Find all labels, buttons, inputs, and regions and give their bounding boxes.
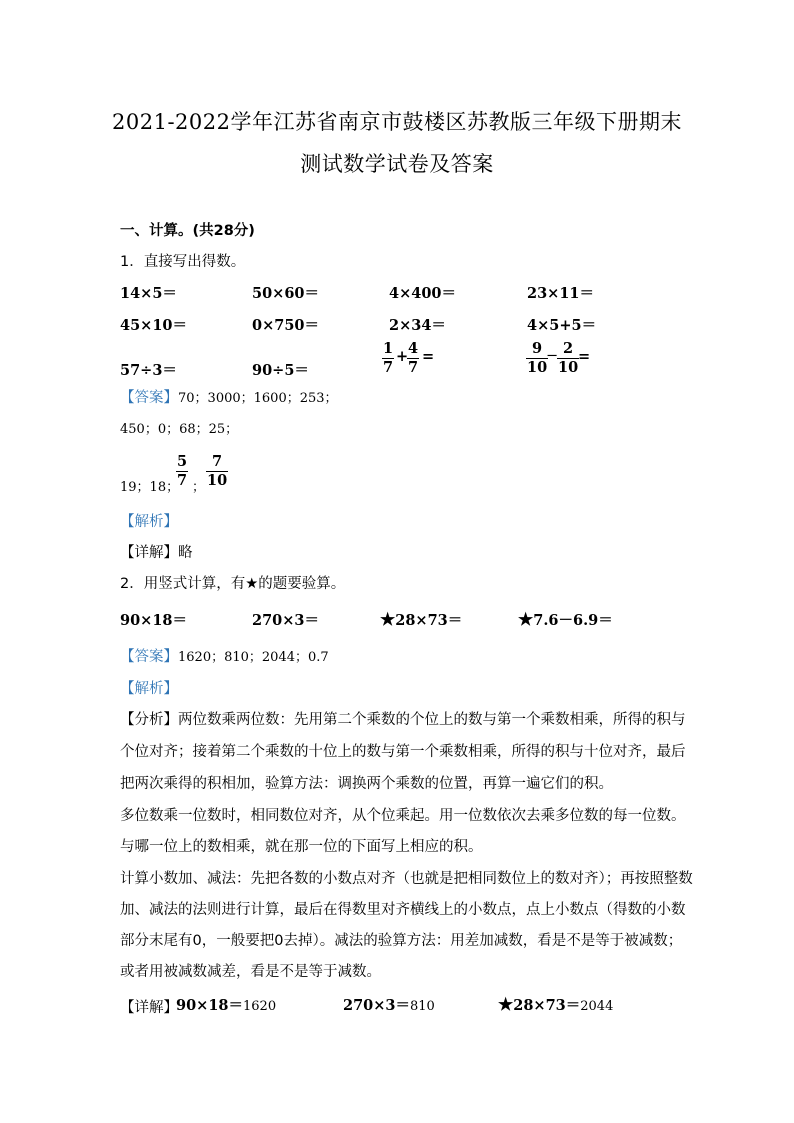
star-icon: ★ <box>498 995 514 1015</box>
q1-item: 4×5+5＝ <box>527 317 597 334</box>
fenxi-line: 【分析】两位数乘两位数：先用第二个乘数的个位上的数与第一个乘数相乘，所得的积与 <box>120 712 686 728</box>
star-icon: ★ <box>518 610 534 630</box>
detail-result: 1620 <box>243 999 277 1014</box>
q1-answer <box>120 386 338 407</box>
detail-result: 810 <box>410 999 435 1014</box>
q1-item: 57÷3＝ <box>120 362 177 379</box>
answer-separator: ； <box>192 480 206 495</box>
answer-tag: 【答案】 <box>120 649 178 665</box>
q1-item: 90÷5＝ <box>252 362 309 379</box>
detail-item: 90×18＝1620 <box>176 997 277 1014</box>
plus-operator: + <box>396 348 409 365</box>
detail-text: 略 <box>178 545 193 561</box>
fenxi-line: 加、减法的法则进行计算，最后在得数里对齐横线上的小数点，点上小数点（得数的小数 <box>120 902 686 918</box>
question-1-prompt: 1．直接写出得数。 <box>120 254 246 270</box>
q1-detail <box>120 541 193 562</box>
fenxi-line: 多位数乘一位数时，相同数位对齐，从个位乘起。用一位数依次去乘多位数的每一位数。 <box>120 808 686 824</box>
detail-item: ★28×73＝2044 <box>498 995 614 1015</box>
fenxi-line: 个位对齐；接着第二个乘数的十位上的数与第一个乘数相乘，所得的积与十位对齐，最后 <box>120 744 686 760</box>
q1-item: 50×60＝ <box>252 285 320 302</box>
answer-tag: 【答案】 <box>120 390 178 406</box>
fraction: $\frac{2}{10}$ <box>558 340 579 376</box>
answer-fraction: $\frac{5}{7}$ <box>177 453 188 489</box>
q2-item: 90×18＝ <box>120 612 188 629</box>
fenxi-line: 与哪一位上的数相乘，就在那一位的下面写上相应的积。 <box>120 839 483 855</box>
fenxi-line: 部分末尾有0，一般要把0去掉）。减法的验算方法：用差加减数，看是不是等于被减数； <box>120 933 683 949</box>
question-2-prompt: 2．用竖式计算，有★的题要验算。 <box>120 576 346 592</box>
detail-tag: 【详解】 <box>120 545 178 561</box>
q1-item: 2×34＝ <box>389 317 446 334</box>
minus-operator: − <box>546 348 559 364</box>
fenxi-line: 把两次乘得的积相加，验算方法：调换两个乘数的位置，再算一遍它们的积。 <box>120 776 613 792</box>
q1-item: 14×5＝ <box>120 285 177 302</box>
q2-item-starred: ★28×73＝ <box>380 610 463 630</box>
q1-item: 45×10＝ <box>120 317 188 334</box>
equals-sign: = <box>578 348 591 365</box>
fraction: $\frac{4}{7}$ <box>408 340 419 376</box>
fenxi-line: 计算小数加、减法：先把各数的小数点对齐（也就是把相同数位上的数对齐）；再按照整数 <box>120 871 693 887</box>
detail-result: 2044 <box>580 999 614 1014</box>
analysis-tag: 【解析】 <box>120 514 178 530</box>
q2-item-starred: ★7.6－6.9＝ <box>518 610 613 630</box>
equals-sign: = <box>422 348 435 365</box>
fenxi-line: 或者用被减数减差，看是不是等于减数。 <box>120 964 381 980</box>
fraction: $\frac{9}{10}$ <box>527 340 548 376</box>
detail-tag: 【详解】 <box>120 1000 178 1016</box>
q1-item: 0×750＝ <box>252 317 320 334</box>
q1-answer-line2: 450；0；68；25； <box>120 422 239 437</box>
q2-item: 270×3＝ <box>252 612 320 629</box>
q2-answer <box>120 645 329 666</box>
q1-answer-line3: 19；18； <box>120 480 180 495</box>
analysis-tag: 【解析】 <box>120 681 178 697</box>
q1-item: 23×11＝ <box>527 285 595 302</box>
answer-text: 1620；810；2044；0.7 <box>178 650 329 665</box>
document-title-line2: 测试数学试卷及答案 <box>300 152 494 176</box>
answer-fraction: $\frac{7}{10}$ <box>207 453 228 489</box>
section-heading: 一、计算。(共28分) <box>120 223 255 239</box>
answer-text: 70；3000；1600；253； <box>178 391 338 406</box>
q1-item: 4×400＝ <box>389 285 457 302</box>
fraction: $\frac{1}{7}$ <box>383 340 394 376</box>
fenxi-tag: 【分析】 <box>120 712 178 728</box>
detail-item: 270×3＝810 <box>343 997 435 1014</box>
document-title-line1: 2021-2022学年江苏省南京市鼓楼区苏教版三年级下册期末 <box>112 110 682 134</box>
star-icon: ★ <box>380 610 396 630</box>
